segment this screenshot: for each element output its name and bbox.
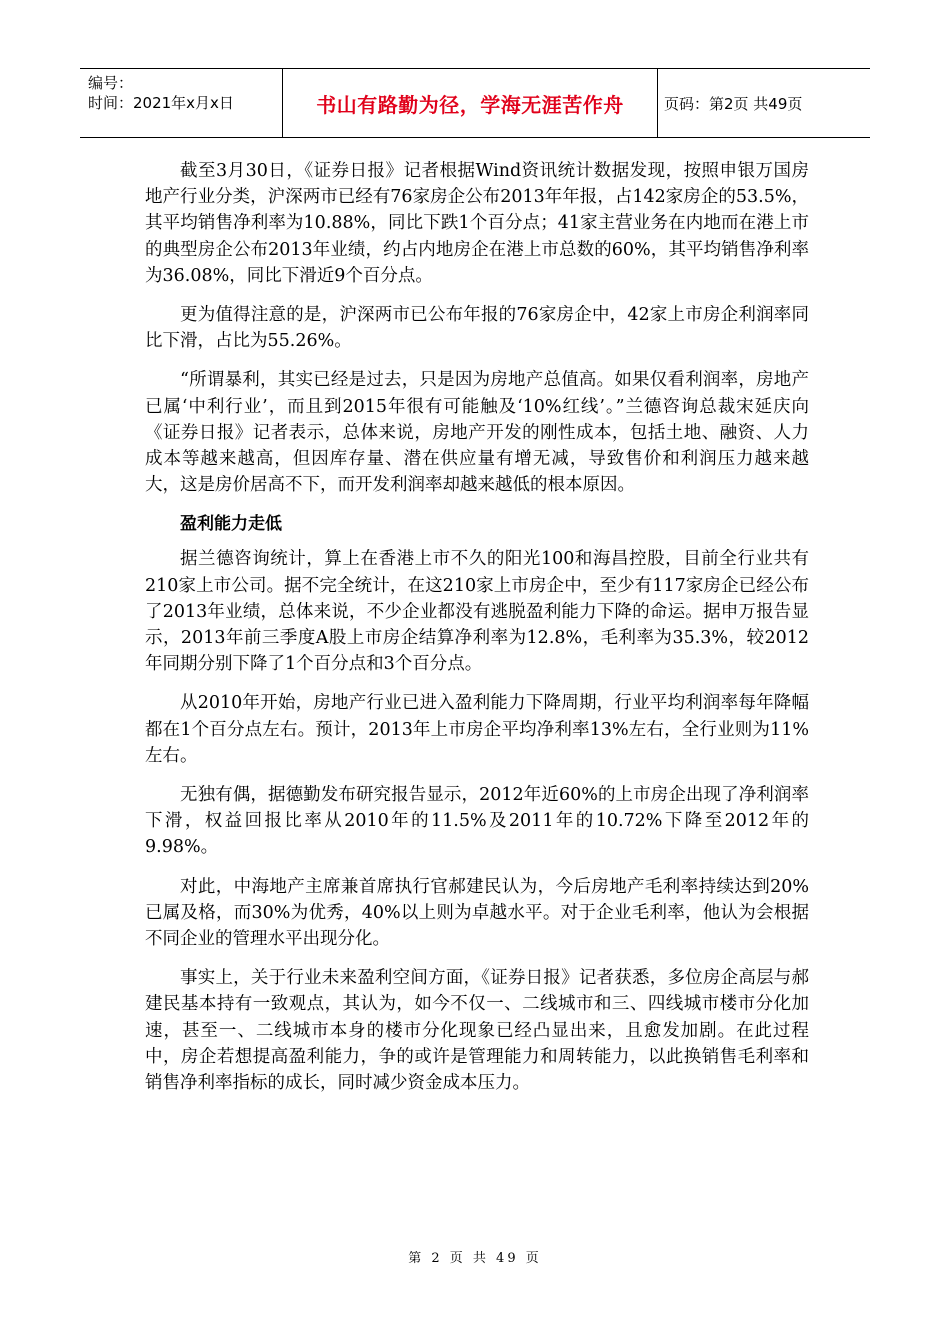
- header-page-info: 页码：第2页 共49页: [664, 94, 803, 113]
- document-body: [145, 158, 809, 1109]
- section-heading: 盈利能力走低: [180, 514, 282, 535]
- paragraph: 无独有偶，据德勤发布研究报告显示，2012年近60%的上市房企出现了净利润率下滑，权益回报比率从2010年的11.5%及2011年的10.72%下降至2012年的9.98%。: [145, 785, 809, 858]
- header-motto: 书山有路勤为径，学海无涯苦作舟: [283, 69, 658, 137]
- paragraph: 更为值得注意的是，沪深两市已公布年报的76家房企中，42家上市房企利润率同比下滑，占比为55.26%。: [145, 305, 809, 352]
- page-footer: 第 2 页 共 49 页: [408, 1251, 542, 1266]
- paragraph: “所谓暴利，其实已经是过去，只是因为房地产总值高。如果仅看利润率，房地产已属‘中利行业’，而且到2015年很有可能触及‘10%红线’。”兰德咨询总裁宋延庆向《证券日报》记者表示，总体来说，房地产开发的刚性成本，包括土地、融资、人力成本等越来越高，但因库存量、潜在供应量有增无减，导致售价和利润压力越来越大，这是房价居高不下，而开发利润率却越来越低的根本原因。: [145, 370, 809, 496]
- serial-number-label: 编号：: [88, 74, 134, 92]
- paragraph: 截至3月30日，《证券日报》记者根据Wind资讯统计数据发现，按照申银万国房地产行业分类，沪深两市已经有76家房企公布2013年年报，占142家房企的53.5%，其平均销售净利率为10.88%，同比下跌1个百分点；41家主营业务在内地而在港上市的典型房企公布2013年业绩，约占内地房企在港上市总数的60%，其平均销售净利率为36.08%，同比下滑近9个百分点。: [145, 161, 809, 286]
- paragraph: 从2010年开始，房地产行业已进入盈利能力下降周期，行业平均利润率每年降幅都在1个百分点左右。预计，2013年上市房企平均净利率13%左右，全行业则为11%左右。: [145, 693, 809, 766]
- paragraph: 事实上，关于行业未来盈利空间方面，《证券日报》记者获悉，多位房企高层与郝建民基本持有一致观点，其认为，如今不仅一、二线城市和三、四线城市楼市分化加速，甚至一、二线城市本身的楼市分化现象已经凸显出来，且愈发加剧。在此过程中，房企若想提高盈利能力，争的或许是管理能力和周转能力，以此换销售毛利率和销售净利率指标的成长，同时减少资金成本压力。: [145, 968, 809, 1094]
- header-meta-cell: [80, 69, 283, 137]
- date-label: 时间：2021年x月x日: [88, 94, 234, 112]
- paragraph: 据兰德咨询统计，算上在香港上市不久的阳光100和海昌控股，目前全行业共有210家上市公司。据不完全统计，在这210家上市房企中，至少有117家房企已经公布了2013年业绩，总体来说，不少企业都没有逃脱盈利能力下降的命运。据申万报告显示，2013年前三季度A股上市房企结算净利率为12.8%，毛利率为35.3%，较2012年同期分别下降了1个百分点和3个百分点。: [145, 549, 809, 675]
- document-header: [80, 68, 870, 138]
- paragraph: 对此，中海地产主席兼首席执行官郝建民认为，今后房地产毛利率持续达到20%已属及格，而30%为优秀，40%以上则为卓越水平。对于企业毛利率，他认为会根据不同企业的管理水平出现分化。: [145, 876, 809, 950]
